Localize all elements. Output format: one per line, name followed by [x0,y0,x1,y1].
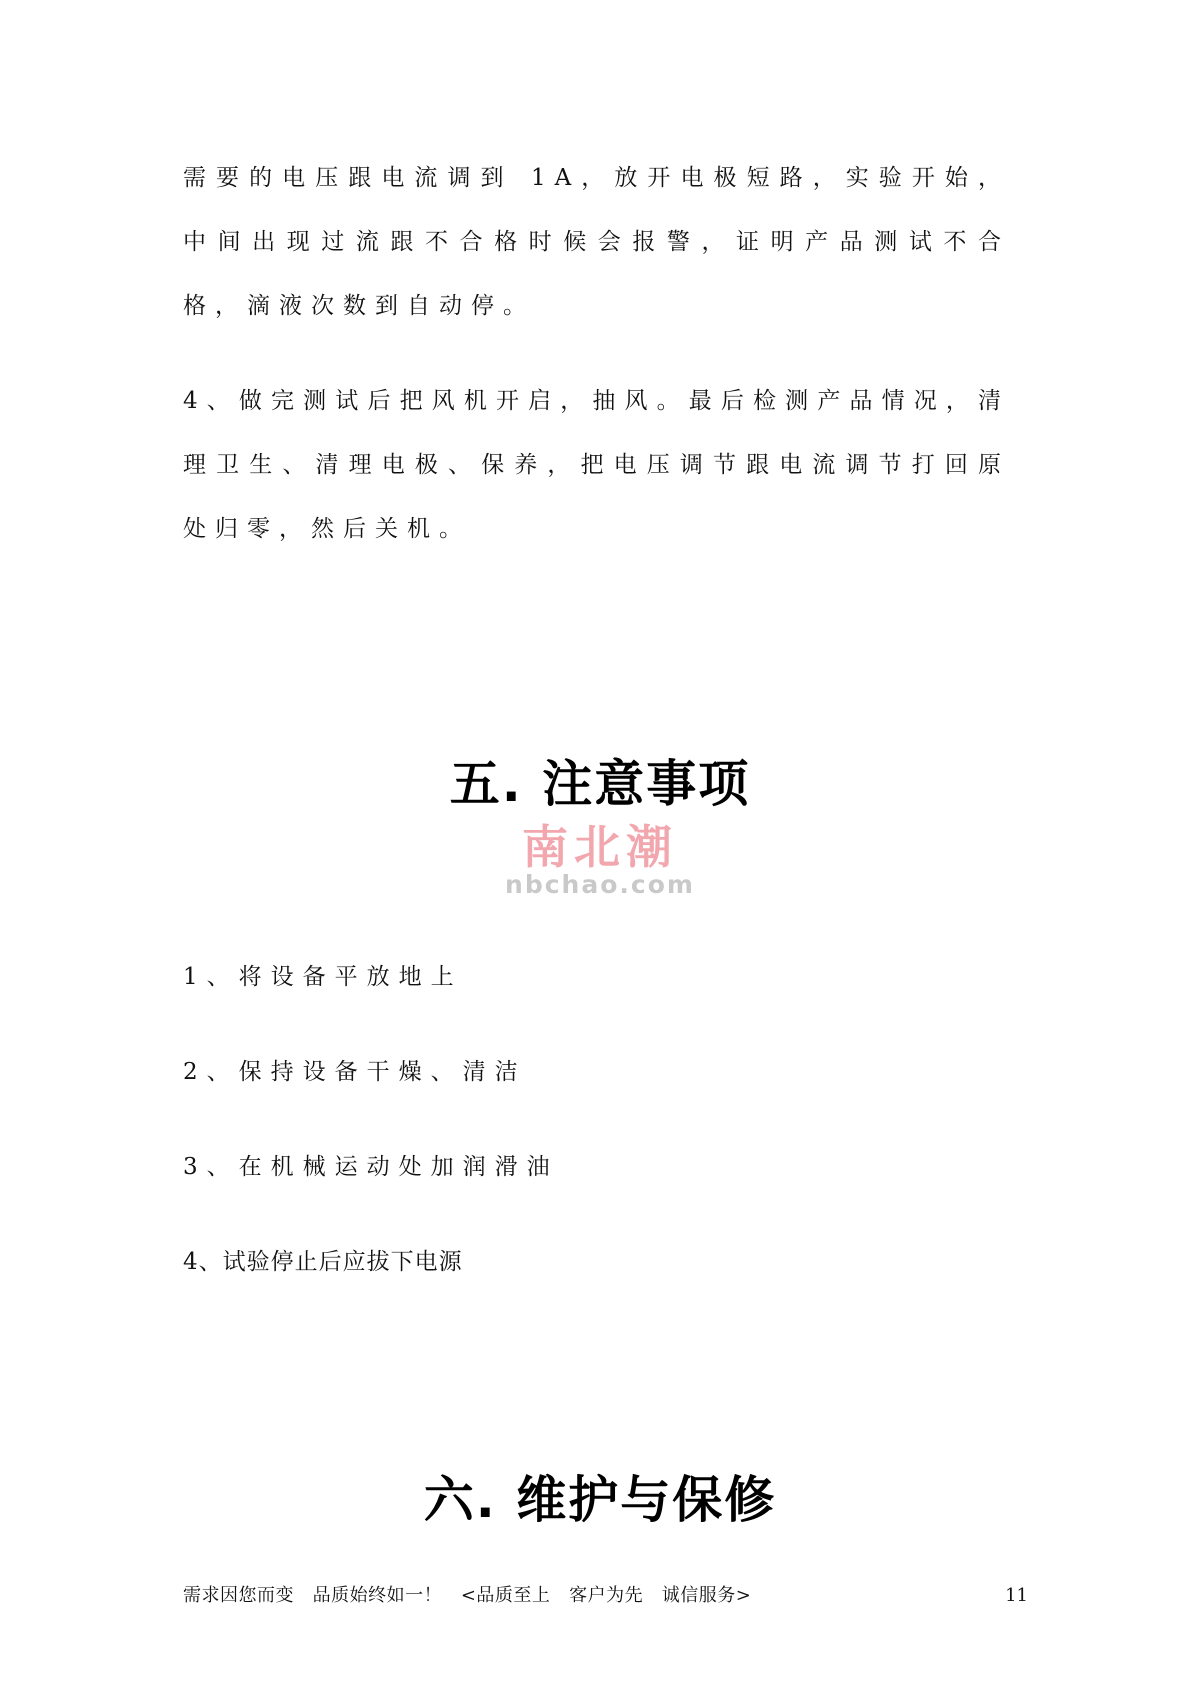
page-number: 11 [1005,1585,1028,1606]
footer-slogan: 需求因您而变 品质始终如一！ <品质至上 客户为先 诚信服务> [183,1585,752,1606]
section-6-heading: 六. 维护与保修 [423,1471,777,1529]
list-item-3: 3、在机械运动处加润滑油 [183,1154,559,1180]
watermark-logo [500,822,700,898]
watermark-chinese: 南北潮 [522,820,678,874]
section-5-heading: 五. 注意事项 [449,755,751,813]
body-paragraph-1: 需要的电压跟电流调到 1A，放开电极短路，实验开始，中间出现过流跟不合格时候会报警，证明产品测试不合格，滴液次数到自动停。 [183,165,1010,319]
watermark-domain: nbchao.com [505,870,695,899]
list-item-1: 1、将设备平放地上 [183,964,463,990]
list-item-4: 4、试验停止后应拔下电源 [183,1249,463,1275]
list-item-2: 2、保持设备干燥、清洁 [183,1059,527,1085]
body-paragraph-2: 4、做完测试后把风机开启，抽风。最后检测产品情况，清理卫生、清理电极、保养，把电压调节跟电流调节打回原处归零，然后关机。 [183,388,1010,542]
